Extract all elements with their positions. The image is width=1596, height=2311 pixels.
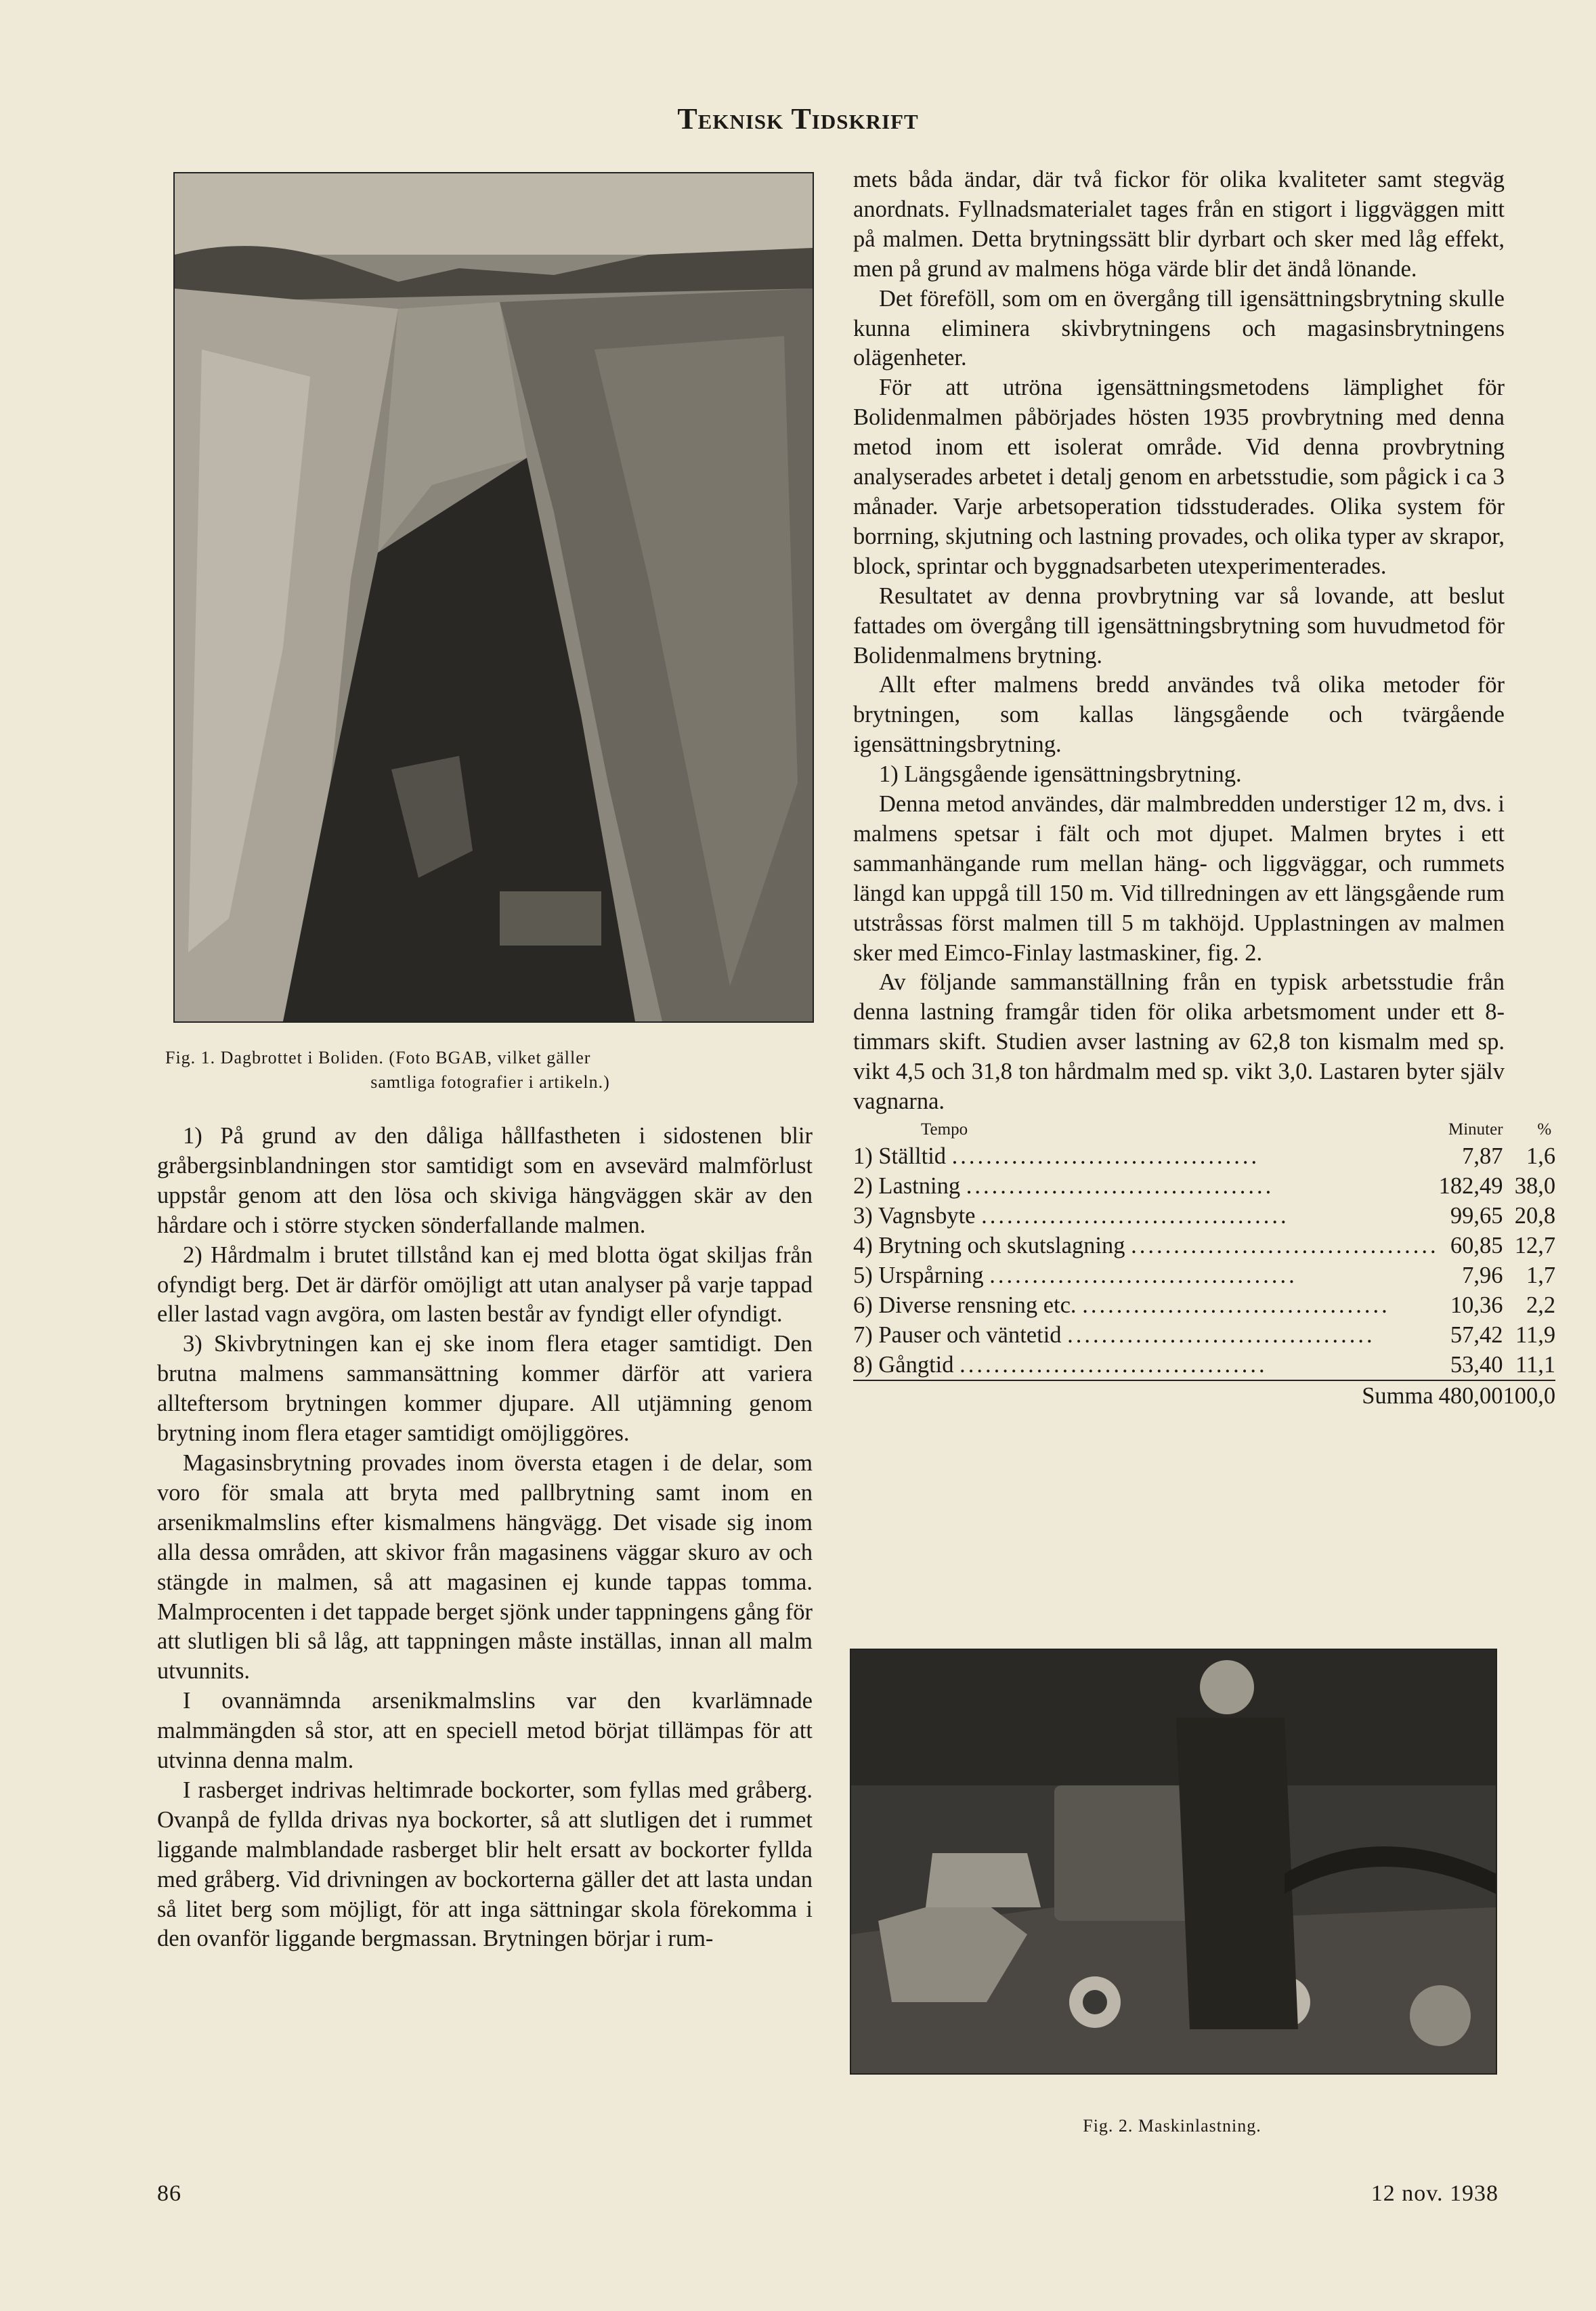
left-column: [157, 1122, 813, 1954]
row-label: 3) Vagnsbyte ....................................: [853, 1203, 1289, 1229]
figure-1-caption-line2: samtliga fotografier i artikeln.): [370, 1072, 610, 1092]
table-header-tempo: Tempo: [921, 1120, 968, 1139]
paragraph: I rasberget indrivas heltimrade bockorter, som fyllas med gråberg. Ovanpå de fyllda drivas nya bockorter, så att slutligen det i rummet liggande malmblandade rasberget blir helt ersatt av bockorter fyllda med gråberg. Vid drivningen av bockorterna gäller det att lasta undan så litet berg som möjligt, för att inga sättningar skola förekomma i den ovanför liggande bergmassan. Brytningen börjar i rum-: [157, 1777, 813, 1952]
table-row: [853, 1290, 1555, 1320]
table-row: [853, 1350, 1555, 1380]
sum-label: Summa: [853, 1380, 1439, 1411]
paragraph: mets båda ändar, där två fickor för olika kvaliteter samt stegväg anordnats. Fyllnadsmaterialet tages från en stigort i liggväggen mitt på malmen. Detta brytningssätt blir dyrbart och sker med låg effekt, men på grund av malmens höga värde blir det ändå lönande.: [853, 167, 1505, 282]
row-minutes: 60,85: [1450, 1233, 1503, 1258]
row-minutes: 99,65: [1450, 1203, 1503, 1229]
issue-date: 12 nov. 1938: [1371, 2181, 1498, 2206]
row-percent: 1,7: [1526, 1263, 1556, 1288]
figure-1-caption-line1: Fig. 1. Dagbrottet i Boliden. (Foto BGAB, vilket gäller: [165, 1048, 591, 1067]
sum-minutes: 480,00: [1439, 1380, 1503, 1411]
paragraph: Av följande sammanställning från en typisk arbetsstudie från denna lastning framgår tiden för olika arbetsmoment under ett 8-timmars skift. Studien avser lastning av 62,8 ton kismalm med sp. vikt 4,5 och 31,8 ton hårdmalm med sp. vikt 3,0. Lastaren byter själv vagnarna.: [853, 969, 1505, 1115]
row-minutes: 182,49: [1438, 1173, 1503, 1199]
paragraph: Denna metod användes, där malmbredden understiger 12 m, dvs. i malmens spetsar i fält och mot djupet. Malmen brytes i ett sammanhängande rum mellan häng- och liggväggar, och rummets längd kan uppgå till 150 m. Vid tillredningen av ett längsgående rum utstråssas först malmen till 5 m takhöjd. Upplastningen av malmen sker med Eimco-Finlay lastmaskiner, fig. 2.: [853, 791, 1505, 966]
paragraph: Det föreföll, som om en övergång till igensättningsbrytning skulle kunna eliminera skivbrytningens och magasinsbrytningens olägenheter.: [853, 285, 1505, 371]
table-row: [853, 1141, 1555, 1171]
row-minutes: 7,96: [1462, 1263, 1503, 1288]
row-minutes: 53,40: [1450, 1352, 1503, 1378]
row-minutes: 57,42: [1450, 1322, 1503, 1348]
row-label: 5) Urspårning ....................................: [853, 1263, 1297, 1288]
row-label: 6) Diverse rensning etc. ....................................: [853, 1292, 1390, 1318]
row-label: 8) Gångtid ....................................: [853, 1352, 1268, 1378]
table-row: [853, 1201, 1555, 1231]
row-percent: 1,6: [1526, 1143, 1556, 1169]
paragraph: I ovannämnda arsenikmalmslins var den kvarlämnade malmmängden så stor, att en speciell metod börjat tillämpas för att utvinna denna malm.: [157, 1688, 813, 1774]
figure-2-caption: Fig. 2. Maskinlastning.: [1083, 2116, 1261, 2136]
paragraph: 3) Skivbrytningen kan ej ske inom flera etager samtidigt. Den brutna malmens sammansättning kommer därför att variera allteftersom brytningen kommer djupare. All utjämning genom brytning inom flera etager samtidigt omöjliggöres.: [157, 1331, 813, 1447]
table-header-percent: %: [1537, 1120, 1552, 1139]
row-percent: 11,9: [1515, 1322, 1556, 1348]
subheading: 1) Längsgående igensättningsbrytning.: [879, 761, 1242, 788]
sum-percent: 100,0: [1503, 1380, 1556, 1411]
table-sum-row: [853, 1380, 1555, 1411]
row-percent: 11,1: [1515, 1352, 1556, 1378]
row-percent: 12,7: [1514, 1233, 1556, 1258]
page-number: 86: [157, 2181, 181, 2206]
paragraph: Allt efter malmens bredd användes två olika metoder för brytningen, som kallas längsgående och tvärgående igensättningsbrytning.: [853, 672, 1505, 758]
figure-1-caption: [165, 1046, 815, 1095]
work-study-table: [853, 1118, 1555, 1411]
row-percent: 38,0: [1514, 1173, 1556, 1199]
table-row: [853, 1231, 1555, 1260]
loading-machine-photo: [850, 1649, 1497, 2075]
right-column: [853, 165, 1556, 1411]
paragraph: Magasinsbrytning provades inom översta etagen i de delar, som voro för smala att bryta med pallbrytning samt inom en arsenikmalmslins efter kismalmens hängvägg. Det visade sig inom alla dessa områden, att skivor från magasinens väggar skuro av och stängde in malmen, så att magasinen ej kunde tappas tomma. Malmprocenten i det tappade berget sjönk under tappningens gång för att slutligen bli så låg, att tappningen måste inställas, innan all malm utvunnits.: [157, 1449, 813, 1684]
row-minutes: 7,87: [1462, 1143, 1503, 1169]
row-label: 1) Ställtid ....................................: [853, 1143, 1260, 1169]
paragraph: 2) Hårdmalm i brutet tillstånd kan ej med blotta ögat skiljas från ofyndigt berg. Det är därför omöjligt att utan analyser på varje tappad eller lastad vagn avgöra, om lasten består av fyndigt eller ofyndigt.: [157, 1242, 813, 1328]
row-percent: 20,8: [1514, 1203, 1556, 1229]
paragraph: För att utröna igensättningsmetodens lämplighet för Bolidenmalmen påbörjades hösten 1935 provbrytning med denna metod inom ett isolerat område. Vid denna provbrytning analyserades arbetet i detalj genom en arbetsstudie, som pågick i ca 3 månader. Varje arbetsoperation tidsstuderades. Olika system för borrning, skjutning och lastning provades, och olika typer av skrapor, block, sprintar och byggnadsarbeten utexperimenterades.: [853, 375, 1505, 579]
table-row: [853, 1320, 1555, 1350]
row-minutes: 10,36: [1450, 1292, 1503, 1318]
table-row: [853, 1260, 1555, 1290]
row-label: 7) Pauser och väntetid ....................................: [853, 1322, 1375, 1348]
masthead: Teknisk Tidskrift: [677, 102, 919, 135]
table-row: [853, 1171, 1555, 1201]
row-percent: 2,2: [1526, 1292, 1556, 1318]
row-label: 4) Brytning och skutslagning ....................................: [853, 1233, 1439, 1258]
table-header-minutes: Minuter: [1448, 1120, 1503, 1139]
row-label: 2) Lastning ....................................: [853, 1173, 1274, 1199]
paragraph: 1) På grund av den dåliga hållfastheten i sidostenen blir gråbergsinblandningen stor samtidigt som en avsevärd malmförlust uppstår genom att den lösa och skiviga hängväggen skär av den hårdare och i större stycken sönderfallande malmen.: [157, 1123, 813, 1238]
open-pit-photo: [173, 172, 814, 1023]
paragraph: Resultatet av denna provbrytning var så lovande, att beslut fattades om övergång till igensättningsbrytning som huvudmetod för Bolidenmalmens brytning.: [853, 582, 1505, 669]
